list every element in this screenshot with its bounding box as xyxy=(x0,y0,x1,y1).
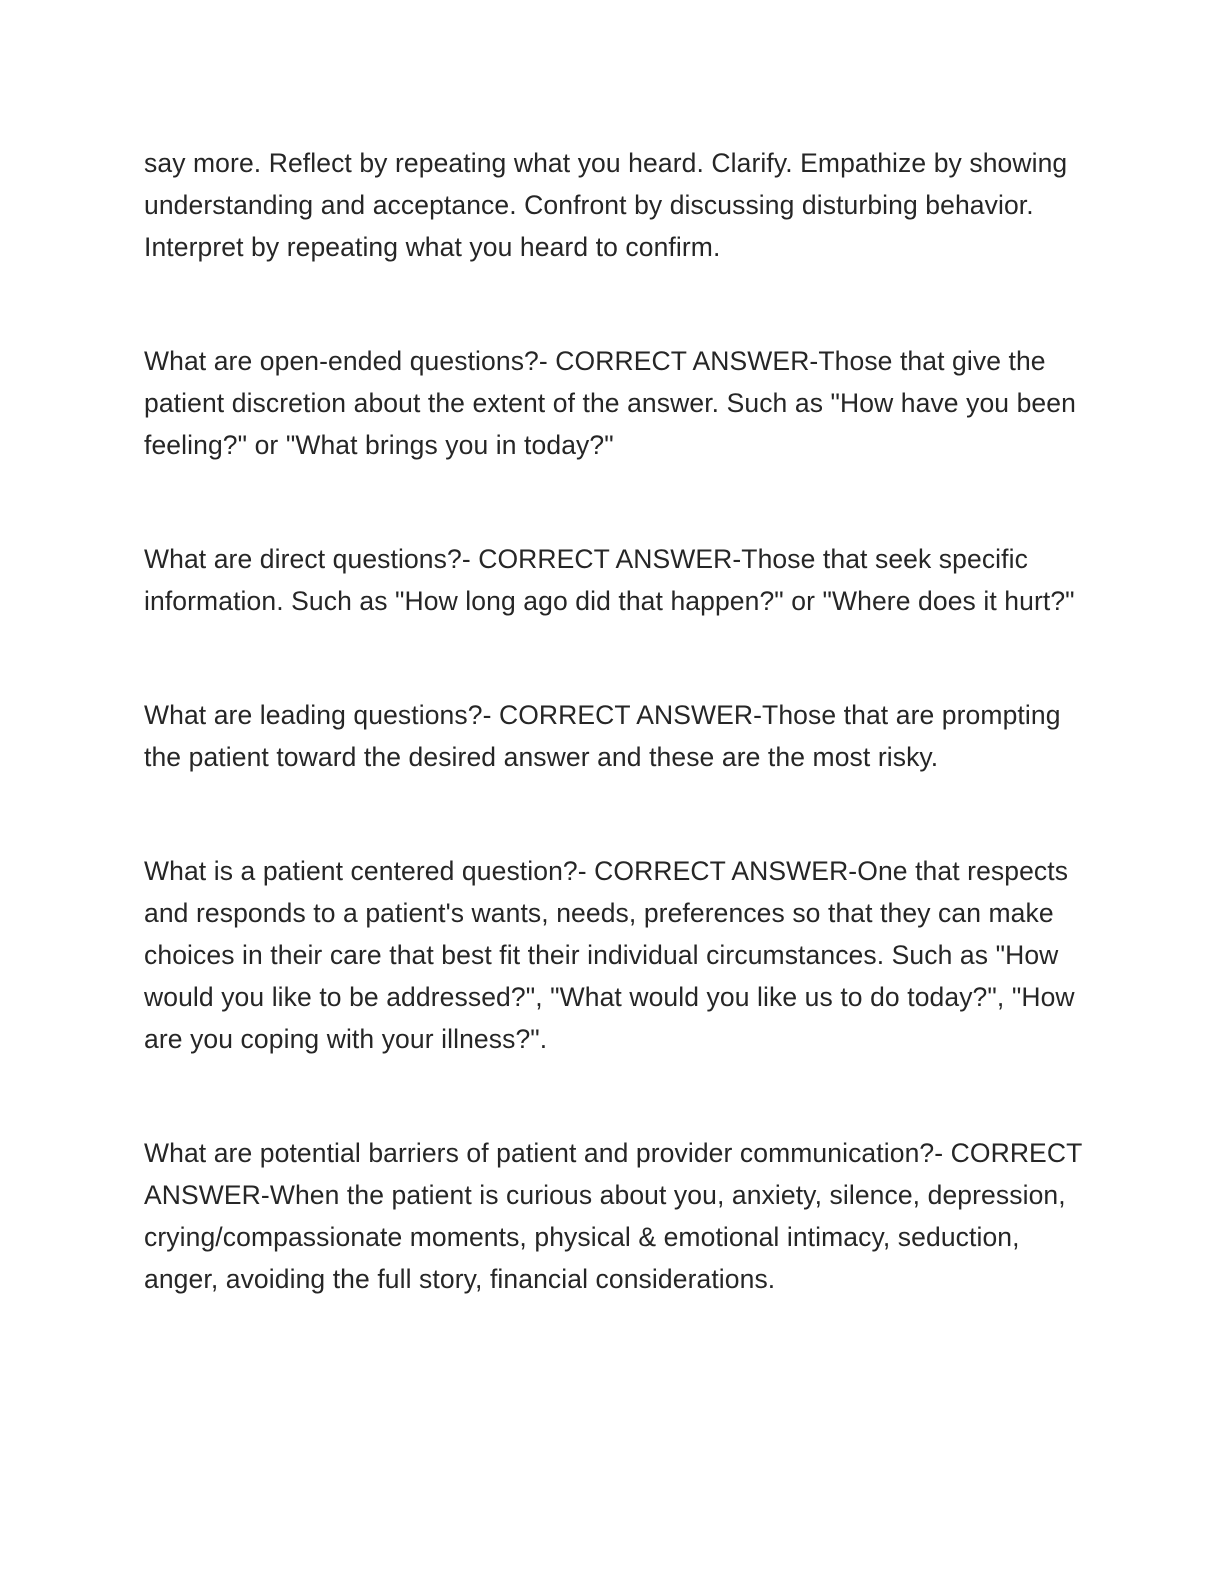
paragraph-leading-questions: What are leading questions?- CORRECT ANSWER-Those that are prompting the patient toward the desired answer and these are the most risky. xyxy=(144,700,1061,772)
paragraph-open-ended-questions: What are open-ended questions?- CORRECT ANSWER-Those that give the patient discretion about the extent of the answer. Such as "How have you been feeling?" or "What brings you in today?" xyxy=(144,346,1076,460)
document-body xyxy=(144,142,1084,1300)
paragraph-direct-questions: What are direct questions?- CORRECT ANSWER-Those that seek specific information. Such as "How long ago did that happen?" or "Where does it hurt?" xyxy=(144,544,1075,616)
paragraph-communication-techniques: say more. Reflect by repeating what you heard. Clarify. Empathize by showing understanding and acceptance. Confront by discussing disturbing behavior. Interpret by repeating what you heard to confirm. xyxy=(144,148,1068,262)
paragraph-patient-centered-question: What is a patient centered question?- CORRECT ANSWER-One that respects and responds to a patient's wants, needs, preferences so that they can make choices in their care that best fit their individual circumstances. Such as "How would you like to be addressed?", "What would you like us to do today?", "How are you coping with your illness?". xyxy=(144,856,1075,1054)
paragraph-communication-barriers: What are potential barriers of patient and provider communication?- CORRECT ANSWER-When the patient is curious about you, anxiety, silence, depression, crying/compassionate moments, physical & emotional intimacy, seduction, anger, avoiding the full story, financial considerations. xyxy=(144,1138,1082,1294)
